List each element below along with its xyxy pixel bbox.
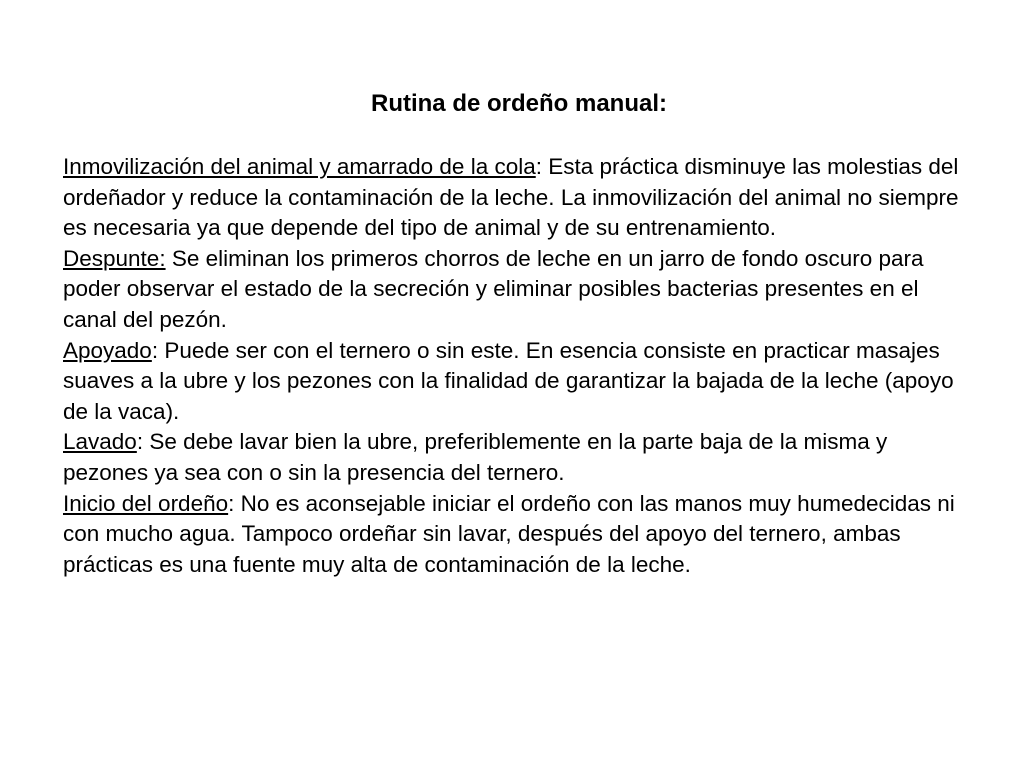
section-term: Apoyado [63, 337, 152, 363]
section-separator: : [151, 337, 159, 363]
section-text: Esta práctica disminuye las molestias del ordeñador y reduce la contaminación de la leche. La inmovilización del animal no siempre es necesaria ya que depende del tipo de animal y de su entrenamiento. [63, 154, 959, 241]
section-inmovilizacion [63, 152, 963, 244]
section-apoyado [63, 336, 963, 428]
section-term: Lavado [63, 429, 137, 455]
section-term: Despunte: [63, 245, 166, 271]
slide-title: Rutina de ordeño manual: [370, 90, 667, 117]
section-term: Inmovilización del animal y amarrado de la cola [63, 154, 536, 179]
section-lavado [63, 427, 963, 488]
slide-body [63, 152, 963, 580]
section-despunte [63, 244, 963, 336]
section-separator: : [228, 490, 235, 516]
section-text: Se eliminan los primeros chorros de leche en un jarro de fondo oscuro para poder observar el estado de la secreción y eliminar posibles bacterias presentes en el canal del pezón. [63, 245, 924, 332]
section-text: No es aconsejable iniciar el ordeño con las manos muy humedecidas ni con mucho agua. Tampoco ordeñar sin lavar, después del apoyo del ternero, ambas prácticas es una fuente muy alta de contaminación de la leche. [63, 490, 955, 577]
section-separator: : [136, 429, 144, 455]
section-separator: : [535, 154, 542, 179]
section-text: Se debe lavar bien la ubre, preferiblemente en la parte baja de la misma y pezones ya sea con o sin la presencia del ternero. [63, 429, 888, 485]
section-text: Puede ser con el ternero o sin este. En esencia consiste en practicar masajes suaves a la ubre y los pezones con la finalidad de garantizar la bajada de la leche (apoyo de la vaca). [63, 337, 954, 424]
section-term: Inicio del ordeño [63, 490, 229, 516]
section-inicio-ordeno [63, 489, 963, 581]
